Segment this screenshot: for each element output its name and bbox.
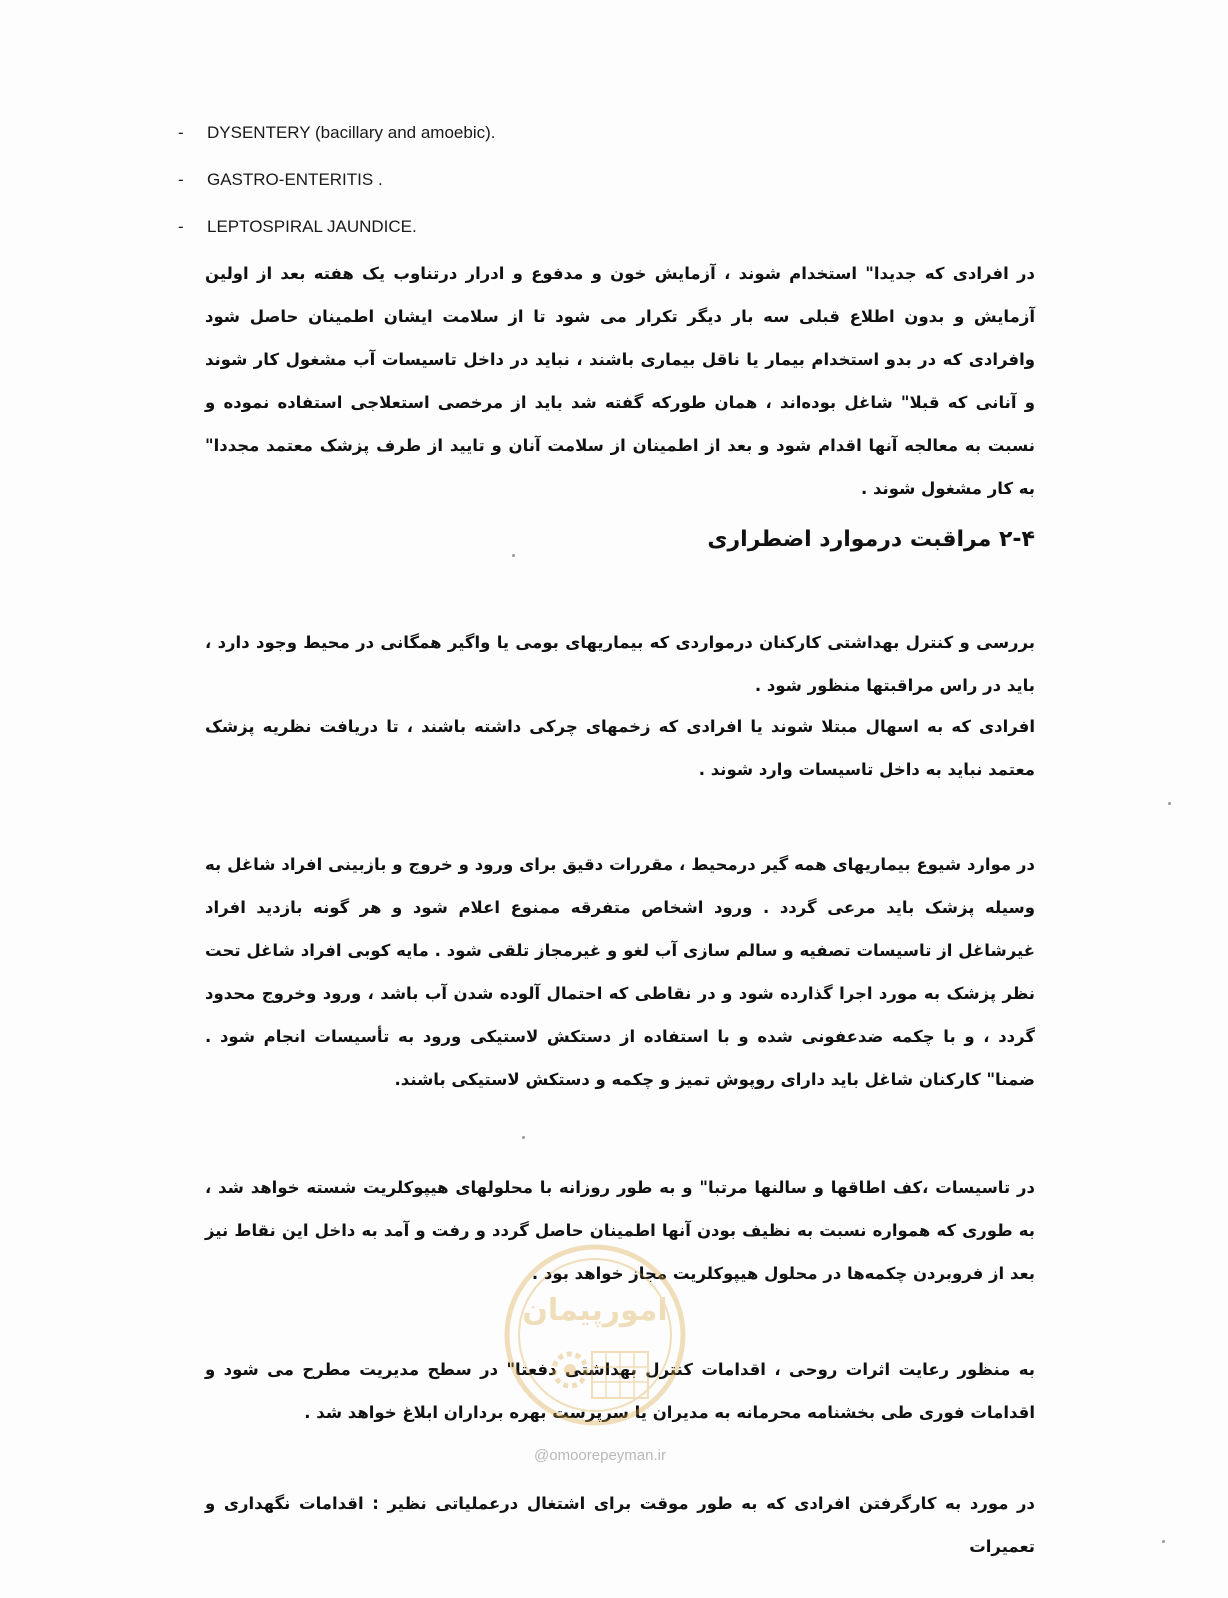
scan-speck [1162, 1540, 1165, 1543]
paragraph-sick-workers: افرادی که به اسهال مبتلا شوند یا افرادی که زخمهای چرکی داشته باشند ، تا دریافت نظریه پزشک معتمد نباید به داخل تاسیسات وارد شوند . [205, 717, 1035, 779]
section-heading: ۲-۴ مراقبت درموارد اضطراری [707, 527, 1035, 552]
scan-speck [522, 1136, 525, 1139]
list-item [178, 118, 496, 165]
bullet-dash: - [178, 170, 184, 189]
list-item-text: DYSENTERY (bacillary and amoebic). [207, 123, 496, 142]
disease-list [178, 118, 496, 259]
watermark-url: @omoorepeyman.ir [534, 1447, 666, 1464]
list-item-text: GASTRO-ENTERITIS . [207, 170, 383, 189]
list-item-text: LEPTOSPIRAL JAUNDICE. [207, 217, 417, 236]
list-item [178, 165, 496, 212]
paragraph-health-monitoring: بررسی و کنترل بهداشتی کارکنان درمواردی که بیماریهای بومی یا واگیر همگانی در محیط وجود دارد ، باید در راس مراقبتها منظور شود . [205, 633, 1035, 695]
paragraph-epidemic-rules: در موارد شیوع بیماریهای همه گیر درمحیط ، مقررات دقیق برای ورود و خروج و بازبینی افراد شاغل به وسیله پزشک باید مرعی گردد . ورود اشخاص متفرقه ممنوع اعلام شود و هر گونه بازدید افراد غیرشاغل از تاسیسات تصفیه و سالم سازی آب لغو و غیرمجاز تلقی شود . مایه کوبی افراد شاغل تحت نظر پزشک به مورد اجرا گذارده شود و در نقاطی که احتمال آلوده شدن آب باشد ، ورود وخروج محدود گردد ، و با چکمه ضدعفونی شده و با استفاده از دستکش لاستیکی ورود به تأسیسات انجام شود . ضمنا" کارکنان شاغل باید دارای روپوش تمیز و چکمه و دستکش لاستیکی باشند. [205, 855, 1035, 1089]
scan-speck [1168, 802, 1171, 805]
paragraph-floor-cleaning: در تاسیسات ،کف اطاقها و سالنها مرتبا" و به طور روزانه با محلولهای هیپوکلریت شسته خواهد شد ، به طوری که همواره نسبت به نظیف بودن آنها اطمینان حاصل گردد و رفت و آمد به داخل این نقاط نیز بعد از فروبردن چکمه‌ها در محلول هیپوکلریت مجاز خواهد بود . [205, 1178, 1035, 1283]
bullet-dash: - [178, 123, 184, 142]
paragraph-new-hires-testing: در افرادی که جدیدا" استخدام شوند ، آزمایش خون و مدفوع و ادرار درتناوب یک هفته بعد از اولین آزمایش و بدون اطلاع قبلی سه بار دیگر تکرار می شود تا از سلامت ایشان اطمینان حاصل شود وافرادی که در بدو استخدام بیمار یا ناقل بیماری باشند ، نباید در داخل تاسیسات آب مشغول کار شوند و آنانی که قبلا" شاغل بوده‌اند ، همان طورکه گفته شد باید از مرخصی استعلاجی استفاده نموده و نسبت به معالجه آنها اقدام شود و بعد از اطمینان از سلامت آنان و تایید از طرف پزشک معتمد مجددا" به کار مشغول شوند . [205, 264, 1035, 498]
bullet-dash: - [178, 217, 184, 236]
watermark-logo-text: امورپیمان [522, 1293, 668, 1328]
paragraph-management-measures: به منظور رعایت اثرات روحی ، اقدامات کنترل بهداشتی دفعتا" در سطح مدیریت مطرح می شود و اقدامات فوری طی بخشنامه محرمانه به مدیران یا سرپرست بهره برداران ابلاغ خواهد شد . [205, 1360, 1035, 1422]
scan-speck [512, 554, 515, 557]
paragraph-temporary-workers: در مورد به کارگرفتن افرادی که به طور موقت برای اشتغال درعملیاتی نظیر : اقدامات نگهداری و تعمیرات [205, 1494, 1035, 1556]
